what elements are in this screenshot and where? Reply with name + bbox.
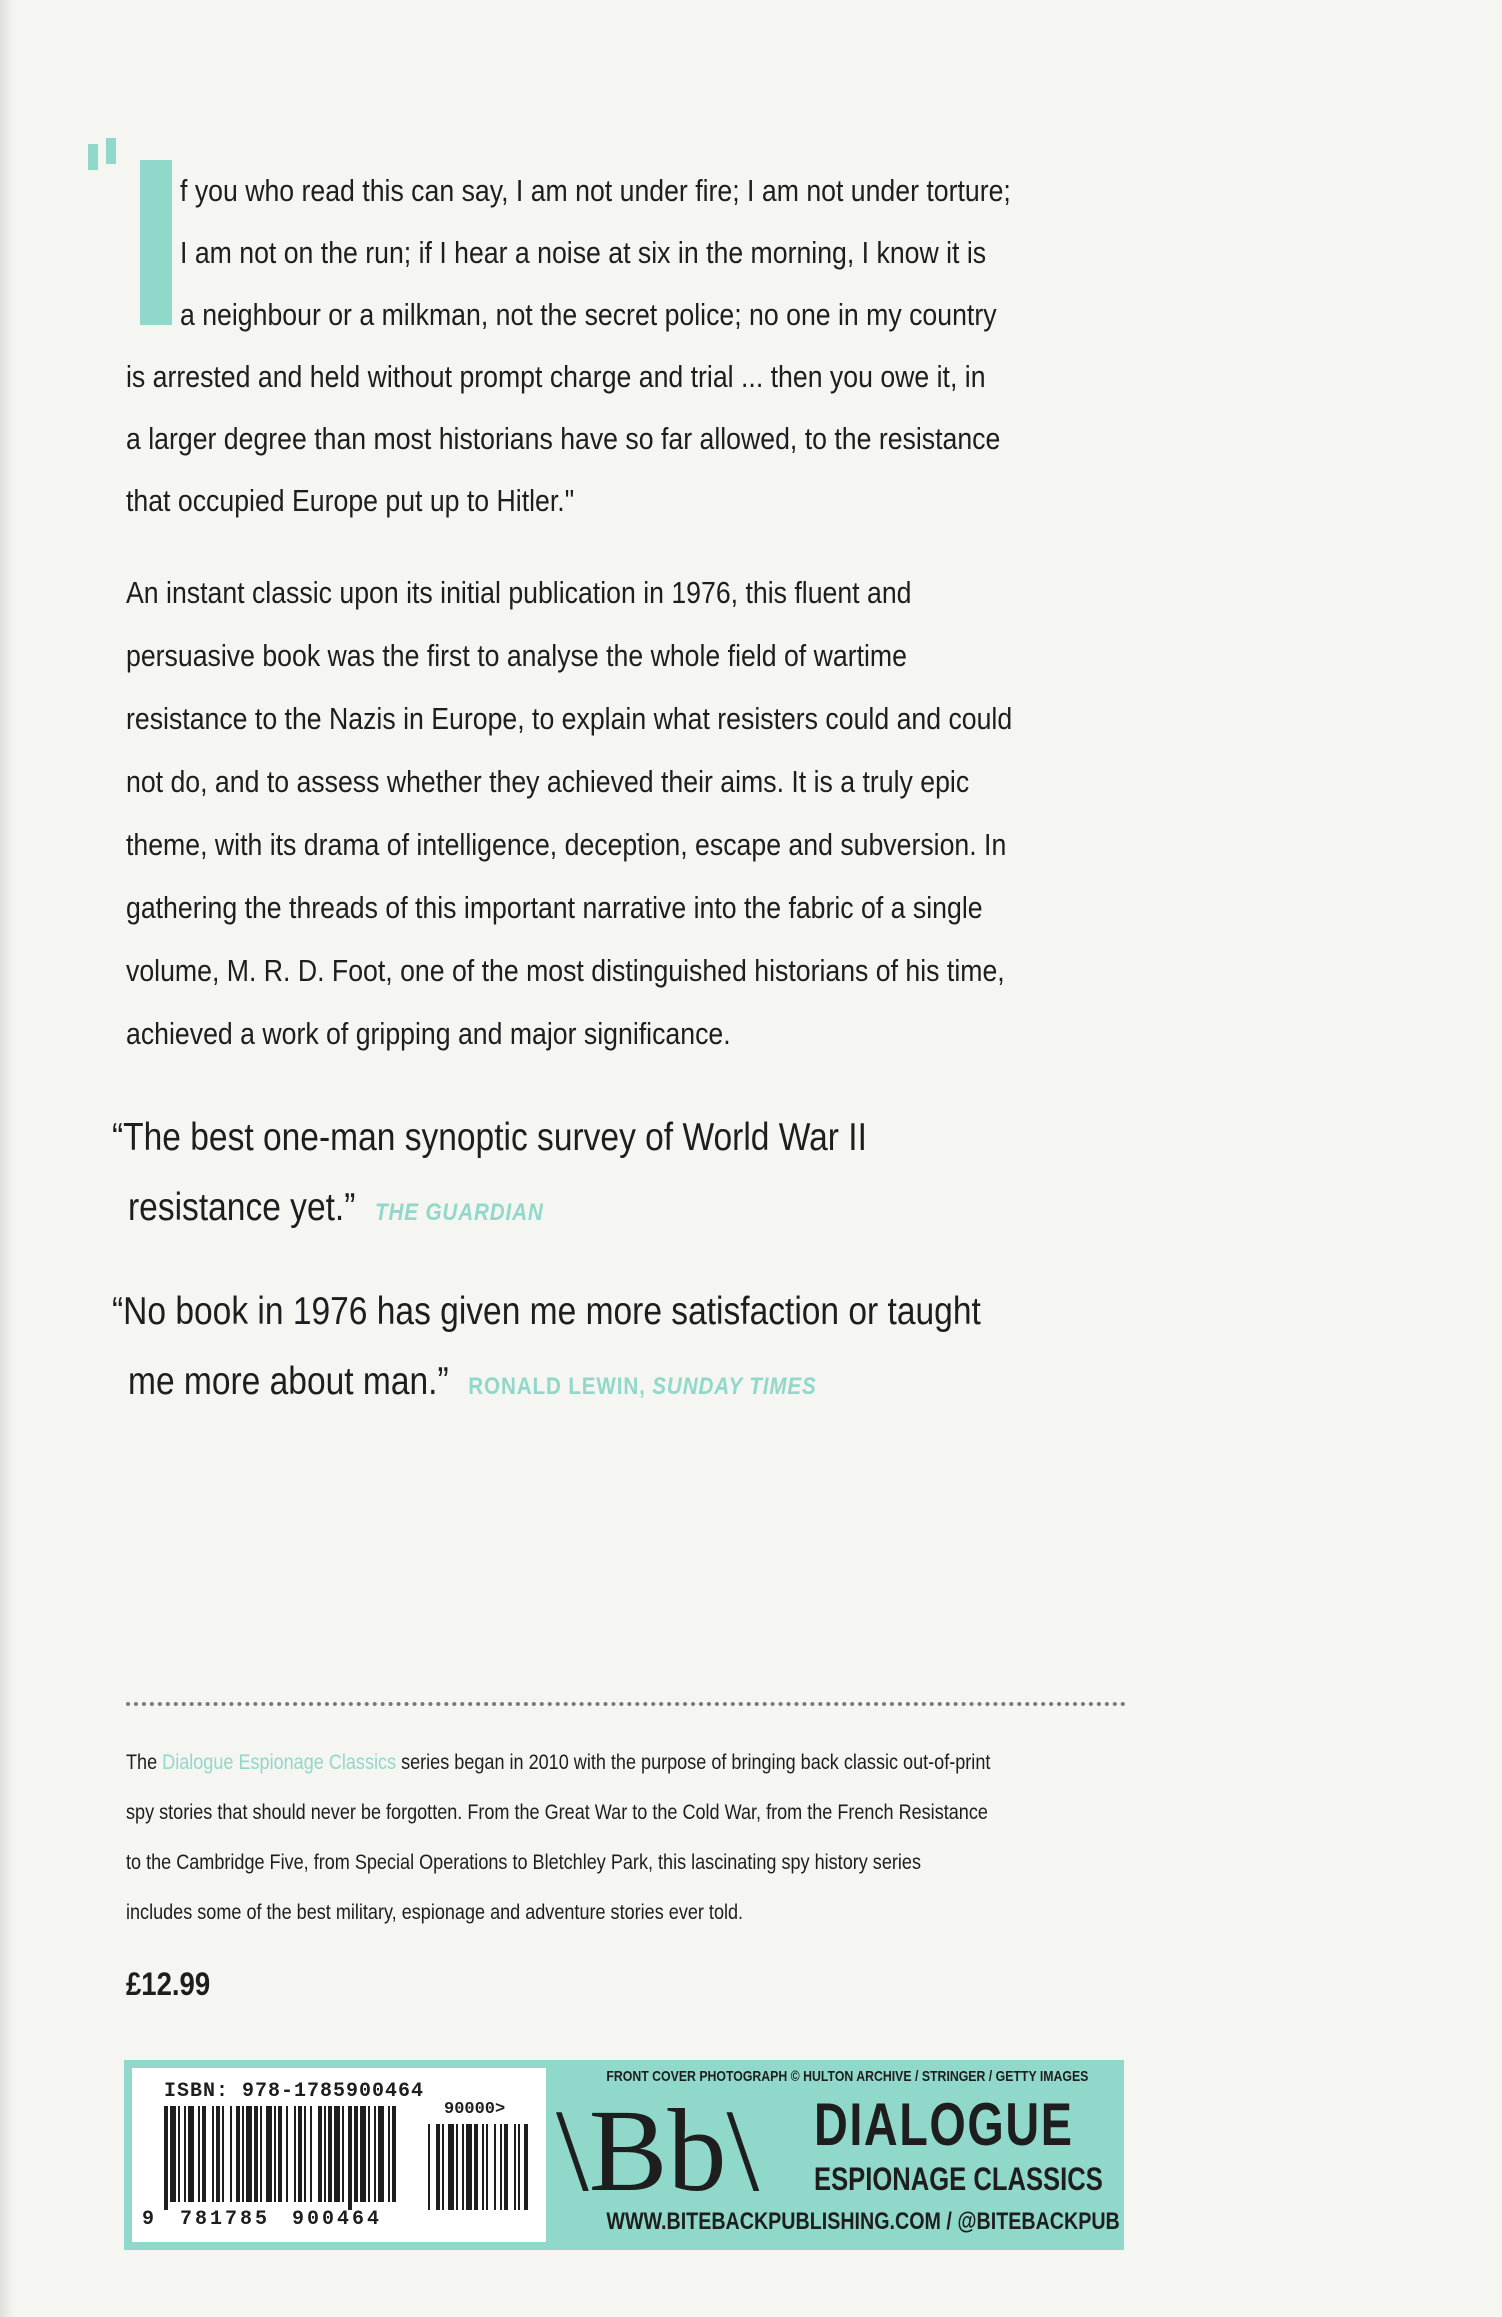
description-line: not do, and to assess whether they achieved their aims. It is a truly epic xyxy=(126,764,970,799)
barcode-bar xyxy=(260,2106,262,2202)
quote-line: a neighbour or a milkman, not the secret police; no one in my country xyxy=(180,297,997,332)
barcode-bar xyxy=(334,2106,340,2202)
addon-barcode-bar xyxy=(456,2124,458,2210)
photo-credit: FRONT COVER PHOTOGRAPH © HULTON ARCHIVE / STRINGER / GETTY IMAGES xyxy=(606,2068,1089,2085)
addon-barcode-bar xyxy=(482,2124,484,2210)
barcode-imprint-panel xyxy=(124,2060,1124,2250)
series-text: series began in 2010 with the purpose of bringing back classic out-of-print xyxy=(396,1751,991,1774)
barcode-bar xyxy=(392,2106,396,2202)
barcode-bar xyxy=(304,2106,306,2202)
barcode-bar xyxy=(348,2106,352,2210)
barcode-digits-right: 900464 xyxy=(292,2208,383,2231)
series-blurb xyxy=(126,1738,1166,1938)
description-line: theme, with its drama of intelligence, deception, escape and subversion. In xyxy=(126,827,1007,862)
addon-barcode-bar xyxy=(462,2124,464,2210)
barcode-bar xyxy=(294,2106,296,2202)
barcode-bar xyxy=(318,2106,322,2202)
review-text: “No book in 1976 has given me more satisfaction or taught xyxy=(112,1290,981,1333)
barcode-bar xyxy=(246,2106,252,2202)
price: £12.99 xyxy=(126,1966,211,2002)
barcode-icon xyxy=(160,2106,530,2210)
series-line: spy stories that should never be forgotten. From the Great War to the Cold War, from the French Resistance xyxy=(126,1801,988,1824)
addon-barcode-bar xyxy=(442,2124,444,2210)
review-text: “The best one-man synoptic survey of World War II xyxy=(112,1116,867,1159)
review-text xyxy=(128,1173,974,1243)
barcode-bar xyxy=(170,2106,176,2202)
addon-barcode-bar xyxy=(448,2124,454,2210)
series-line xyxy=(126,1738,1020,1788)
series-line: includes some of the best military, espionage and adventure stories ever told. xyxy=(126,1901,744,1924)
book-description xyxy=(126,561,1136,1065)
description-line: persuasive book was the first to analyse the whole field of wartime xyxy=(126,638,907,673)
barcode-bar xyxy=(164,2106,168,2210)
quote-line: is arrested and held without prompt charge and trial ... then you owe it, in xyxy=(126,359,986,394)
barcode-bar xyxy=(188,2106,194,2202)
barcode-bar xyxy=(184,2106,186,2202)
description-line: achieved a work of gripping and major significance. xyxy=(126,1016,731,1051)
review-source-author: RONALD LEWIN, xyxy=(468,1373,646,1400)
barcode-bar xyxy=(310,2106,312,2202)
addon-barcode-bar xyxy=(466,2124,472,2210)
review-text-end: resistance yet.” xyxy=(128,1186,356,1229)
barcode-bar xyxy=(198,2106,200,2202)
barcode-bar xyxy=(286,2106,288,2202)
barcode-bar xyxy=(328,2106,332,2202)
barcode-bar xyxy=(236,2106,240,2202)
addon-barcode-bar xyxy=(486,2124,488,2210)
barcode-box xyxy=(132,2068,546,2242)
addon-barcode-bar xyxy=(436,2124,440,2210)
barcode-bar xyxy=(368,2106,370,2202)
barcode-bar xyxy=(274,2106,276,2202)
isbn-label: ISBN: 978-1785900464 xyxy=(164,2080,425,2103)
addon-barcode-bar xyxy=(504,2124,508,2210)
barcode-bar xyxy=(222,2106,224,2202)
barcode-bar xyxy=(254,2106,258,2202)
quote-line: a larger degree than most historians have so far allowed, to the resistance xyxy=(126,421,1001,456)
description-line: An instant classic upon its initial publication in 1976, this fluent and xyxy=(126,575,912,610)
dialogue-logo-icon xyxy=(556,2094,806,2204)
review-text-end: me more about man.” xyxy=(128,1360,449,1403)
addon-barcode-bar xyxy=(428,2124,430,2210)
barcode-bar xyxy=(178,2106,180,2202)
barcode-bar xyxy=(266,2106,272,2202)
barcode-bar xyxy=(354,2106,358,2202)
review-text xyxy=(128,1347,974,1417)
opening-quote xyxy=(126,160,1136,532)
review-source-publication: SUNDAY TIMES xyxy=(652,1373,817,1400)
cover-edge xyxy=(0,0,14,2317)
barcode-bar xyxy=(342,2106,344,2202)
barcode-bar xyxy=(298,2106,302,2202)
barcode-bar xyxy=(360,2106,366,2202)
barcode-digits-left: 781785 xyxy=(180,2208,271,2231)
series-line: to the Cambridge Five, from Special Operations to Bletchley Park, this lascinating spy history series xyxy=(126,1851,921,1874)
review-sunday-times xyxy=(112,1277,1112,1417)
addon-barcode-bar xyxy=(500,2124,502,2210)
brand-subtitle: ESPIONAGE CLASSICS xyxy=(814,2161,1103,2197)
quote-line: that occupied Europe put up to Hitler." xyxy=(126,483,575,518)
review-source: THE GUARDIAN xyxy=(375,1199,544,1226)
barcode-digit-first: 9 xyxy=(142,2208,158,2231)
brand-name: DIALOGUE xyxy=(814,2091,1074,2158)
series-prefix: The xyxy=(126,1751,163,1774)
barcode-bar xyxy=(378,2106,384,2202)
barcode-bar xyxy=(278,2106,282,2202)
series-name: Dialogue Espionage Classics xyxy=(162,1751,397,1774)
barcode-bar xyxy=(212,2106,214,2202)
addon-barcode-bar xyxy=(494,2124,496,2210)
barcode-bar xyxy=(374,2106,376,2202)
addon-barcode-bar xyxy=(514,2124,516,2210)
description-line: resistance to the Nazis in Europe, to explain what resisters could and could xyxy=(126,701,1013,736)
barcode-bar xyxy=(242,2106,244,2202)
description-line: volume, M. R. D. Foot, one of the most distinguished historians of his time, xyxy=(126,953,1005,988)
quote-line: f you who read this can say, I am not under fire; I am not under torture; xyxy=(180,173,1011,208)
logo-text: \Bb\ xyxy=(556,2094,760,2204)
addon-barcode-bar xyxy=(524,2124,528,2210)
addon-barcode-bar xyxy=(518,2124,520,2210)
barcode-bar xyxy=(230,2106,232,2202)
quote-line: I am not on the run; if I hear a noise at six in the morning, I know it is xyxy=(180,235,987,270)
description-line: gathering the threads of this important narrative into the fabric of a single xyxy=(126,890,983,925)
dotted-divider xyxy=(126,1702,1126,1706)
barcode-bar xyxy=(324,2106,326,2202)
barcode-bar xyxy=(202,2106,206,2202)
review-source xyxy=(468,1373,816,1400)
addon-barcode-bar xyxy=(474,2124,478,2210)
barcode-bar xyxy=(216,2106,220,2202)
website-line: WWW.BITEBACKPUBLISHING.COM / @BITEBACKPUB xyxy=(606,2208,1120,2235)
review-guardian xyxy=(112,1103,1112,1243)
addon-price-code: 90000> xyxy=(444,2100,506,2119)
barcode-bar xyxy=(388,2106,390,2202)
